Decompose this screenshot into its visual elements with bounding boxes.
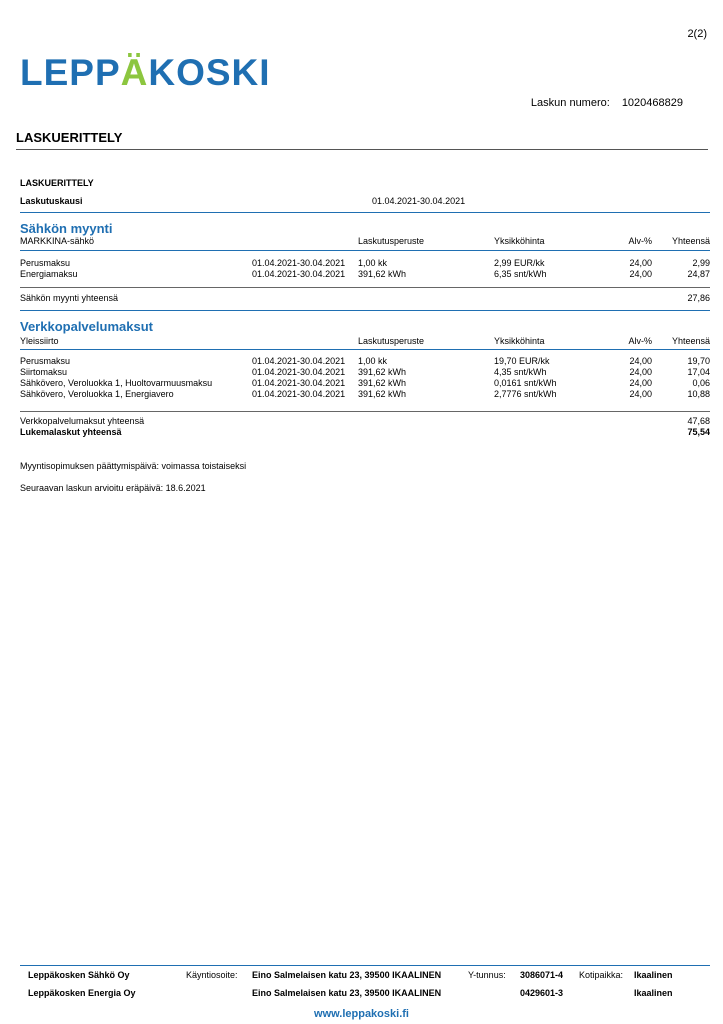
network-section-title: Verkkopalvelumaksut <box>20 319 153 334</box>
header-total: Yhteensä <box>671 336 710 346</box>
website-link[interactable]: www.leppakoski.fi <box>314 1008 409 1020</box>
table-row <box>20 356 710 367</box>
invoice-number-label: Laskun numero: <box>530 97 610 109</box>
row-period: 01.04.2021-30.04.2021 <box>252 258 346 268</box>
sales-total-label: Sähkön myynti yhteensä <box>20 293 119 303</box>
footer-address-1: Eino Salmelaisen katu 23, 39500 IKAALINEN <box>252 970 442 980</box>
table-row <box>20 378 710 389</box>
section-divider <box>20 212 710 213</box>
table-row <box>20 269 710 280</box>
contract-end-note: Myyntisopimuksen päättymispäivä: voimassa toistaiseksi <box>20 461 247 471</box>
page-title: LASKUERITTELY <box>16 130 123 145</box>
logo-text-a: LEPP <box>20 52 121 93</box>
header-vat: Alv-% <box>628 236 652 246</box>
row-basis: 391,62 kWh <box>358 378 407 388</box>
footer-ytunnus-label: Y-tunnus: <box>468 970 506 980</box>
row-basis: 1,00 kk <box>358 258 388 268</box>
row-name: Sähkövero, Veroluokka 1, Huoltovarmuusmaksu <box>20 378 213 388</box>
sales-total-divider <box>20 287 710 288</box>
title-divider <box>16 149 708 150</box>
footer-kotipaikka-2: Ikaalinen <box>634 988 673 998</box>
row-name: Perusmaksu <box>20 356 71 366</box>
header-vat: Alv-% <box>628 336 652 346</box>
sales-product-name: MARKKINA-sähkö <box>20 236 95 246</box>
logo-text-b: KOSKI <box>148 52 271 93</box>
row-name: Sähkövero, Veroluokka 1, Energiavero <box>20 389 174 399</box>
row-vat: 24,00 <box>629 378 652 388</box>
network-header-divider <box>20 349 710 350</box>
row-basis: 391,62 kWh <box>358 367 407 377</box>
footer-address-2: Eino Salmelaisen katu 23, 39500 IKAALINEN <box>252 988 442 998</box>
row-basis: 391,62 kWh <box>358 389 407 399</box>
header-total: Yhteensä <box>671 236 710 246</box>
row-vat: 24,00 <box>629 356 652 366</box>
sales-total-value: 27,86 <box>687 293 710 303</box>
row-total: 17,04 <box>687 367 710 377</box>
invoice-number <box>531 97 683 109</box>
section-divider <box>20 310 710 311</box>
network-total-label: Verkkopalvelumaksut yhteensä <box>20 416 145 426</box>
row-unit-price: 2,7776 snt/kWh <box>494 389 557 399</box>
row-period: 01.04.2021-30.04.2021 <box>252 356 346 366</box>
row-period: 01.04.2021-30.04.2021 <box>252 389 346 399</box>
network-total-divider <box>20 411 710 412</box>
sales-header-row <box>20 236 710 247</box>
sales-header-divider <box>20 250 710 251</box>
invoice-number-value: 1020468829 <box>621 97 683 109</box>
company-logo <box>20 54 271 91</box>
logo-text-accent: Ä <box>120 52 149 93</box>
header-basis: Laskutusperuste <box>358 336 425 346</box>
row-total: 10,88 <box>687 389 710 399</box>
billing-period-label: Laskutuskausi <box>20 196 83 206</box>
footer-kotipaikka-1: Ikaalinen <box>634 970 673 980</box>
row-unit-price: 19,70 EUR/kk <box>494 356 550 366</box>
header-unit-price: Yksikköhinta <box>494 336 545 346</box>
row-total: 0,06 <box>692 378 710 388</box>
row-basis: 391,62 kWh <box>358 269 407 279</box>
row-total: 2,99 <box>692 258 710 268</box>
footer-ytunnus-1: 3086071-4 <box>520 970 564 980</box>
table-row <box>20 258 710 269</box>
row-unit-price: 0,0161 snt/kWh <box>494 378 557 388</box>
row-total: 24,87 <box>687 269 710 279</box>
network-header-row <box>20 336 710 347</box>
network-rows <box>20 356 710 400</box>
row-unit-price: 4,35 snt/kWh <box>494 367 547 377</box>
row-vat: 24,00 <box>629 269 652 279</box>
footer-company-1: Leppäkosken Sähkö Oy <box>28 970 130 980</box>
row-name: Siirtomaksu <box>20 367 68 377</box>
sales-total-row <box>20 293 710 304</box>
row-unit-price: 6,35 snt/kWh <box>494 269 547 279</box>
row-name: Energiamaksu <box>20 269 78 279</box>
row-vat: 24,00 <box>629 389 652 399</box>
footer-kotipaikka-label: Kotipaikka: <box>579 970 624 980</box>
header-unit-price: Yksikköhinta <box>494 236 545 246</box>
grand-total-label: Lukemalaskut yhteensä <box>20 427 122 437</box>
row-vat: 24,00 <box>629 367 652 377</box>
row-period: 01.04.2021-30.04.2021 <box>252 269 346 279</box>
footer-ytunnus-2: 0429601-3 <box>520 988 564 998</box>
page-number: 2(2) <box>687 28 707 40</box>
row-name: Perusmaksu <box>20 258 71 268</box>
network-total-rows <box>20 416 710 438</box>
row-period: 01.04.2021-30.04.2021 <box>252 378 346 388</box>
row-total: 19,70 <box>687 356 710 366</box>
next-due-note: Seuraavan laskun arvioitu eräpäivä: 18.6.2021 <box>20 483 206 493</box>
footer-company-2: Leppäkosken Energia Oy <box>28 988 136 998</box>
grand-total-value: 75,54 <box>687 427 710 437</box>
network-product-name: Yleissiirto <box>20 336 59 346</box>
billing-period-value: 01.04.2021-30.04.2021 <box>372 196 466 206</box>
network-total-value: 47,68 <box>687 416 710 426</box>
row-basis: 1,00 kk <box>358 356 388 366</box>
sales-rows <box>20 258 710 280</box>
row-period: 01.04.2021-30.04.2021 <box>252 367 346 377</box>
header-basis: Laskutusperuste <box>358 236 425 246</box>
spec-heading: LASKUERITTELY <box>20 178 94 188</box>
sales-section-title: Sähkön myynti <box>20 221 113 236</box>
row-unit-price: 2,99 EUR/kk <box>494 258 545 268</box>
footer-address-label: Käyntiosoite: <box>186 970 238 980</box>
table-row <box>20 367 710 378</box>
footer-divider <box>20 965 710 966</box>
table-row <box>20 389 710 400</box>
row-vat: 24,00 <box>629 258 652 268</box>
